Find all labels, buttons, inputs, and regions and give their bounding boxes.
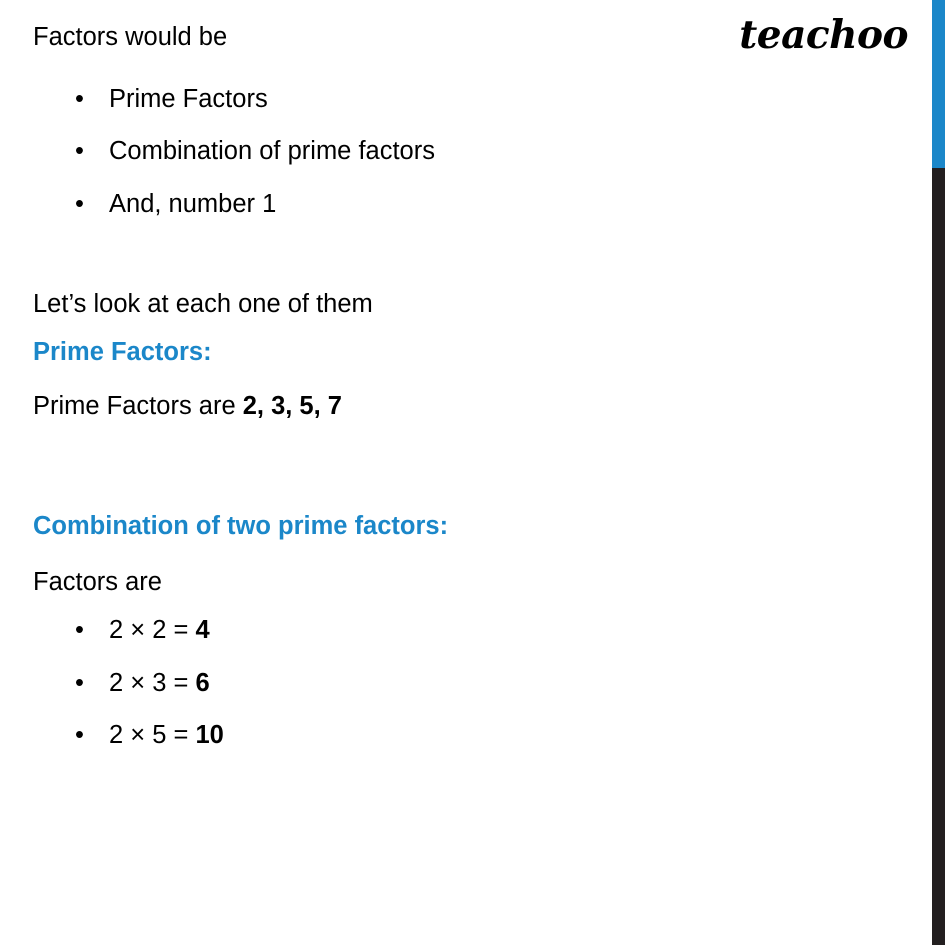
bullet-icon: • bbox=[75, 84, 84, 113]
spacer bbox=[33, 422, 902, 492]
section-one-heading bbox=[33, 338, 902, 367]
spacer bbox=[33, 541, 902, 567]
list-item bbox=[33, 136, 902, 167]
factor-result: 6 bbox=[195, 668, 210, 697]
prime-factors-values: 2, 3, 5, 7 bbox=[242, 391, 342, 420]
prime-factors-line bbox=[33, 391, 902, 422]
factor-result: 4 bbox=[195, 616, 210, 645]
list-item-label: Combination of prime factors bbox=[109, 137, 435, 166]
edge-accent-bar-dark bbox=[932, 168, 945, 945]
list-item bbox=[33, 189, 902, 220]
spacer bbox=[33, 367, 902, 391]
bullet-icon: • bbox=[75, 189, 84, 218]
transition-line: Let’s look at each one of them bbox=[33, 290, 373, 319]
bullet-icon: • bbox=[75, 668, 84, 697]
factor-combination-list bbox=[33, 615, 902, 751]
section-one-heading-text: Prime Factors bbox=[33, 337, 204, 366]
edge-accent-bar-blue bbox=[932, 0, 945, 168]
intro-line: Factors would be bbox=[33, 23, 228, 51]
teachoo-logo: teachoo bbox=[739, 12, 908, 58]
spacer bbox=[33, 492, 902, 512]
spacer bbox=[33, 219, 902, 289]
factors-are-line: Factors are bbox=[33, 567, 162, 596]
section-one-heading-colon: : bbox=[203, 337, 212, 366]
factor-expression: 2 × 5 = bbox=[109, 721, 196, 750]
section-two-heading: Combination of two prime factors: bbox=[33, 511, 449, 540]
spacer bbox=[33, 597, 902, 615]
spacer bbox=[33, 320, 902, 338]
bullet-icon: • bbox=[75, 721, 84, 750]
list-item bbox=[33, 615, 902, 646]
list-item bbox=[33, 668, 902, 699]
factor-result: 10 bbox=[195, 721, 224, 750]
intro-bullet-list bbox=[33, 84, 902, 220]
list-item-label: And, number 1 bbox=[109, 189, 277, 218]
factor-expression: 2 × 2 = bbox=[109, 616, 196, 645]
prime-factors-prefix: Prime Factors are bbox=[33, 391, 243, 420]
list-item bbox=[33, 720, 902, 751]
factor-expression: 2 × 3 = bbox=[109, 668, 196, 697]
bullet-icon: • bbox=[75, 137, 84, 166]
bullet-icon: • bbox=[75, 616, 84, 645]
list-item-label: Prime Factors bbox=[109, 84, 268, 113]
list-item bbox=[33, 84, 902, 115]
